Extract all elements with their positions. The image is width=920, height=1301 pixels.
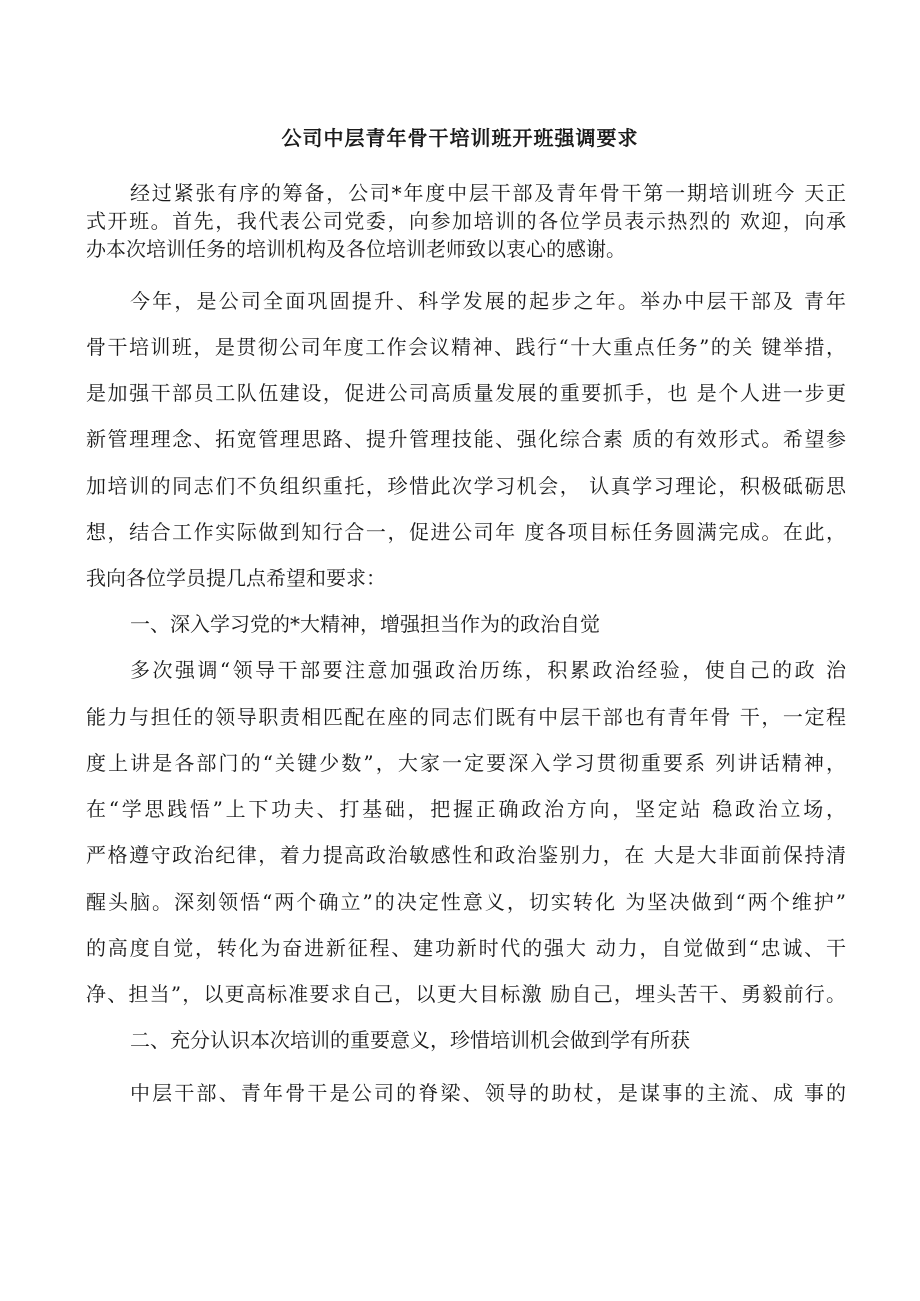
paragraph-line: 中层干部、青年骨干是公司的脊梁、领导的助杖，是谋事的主流、成 事的 <box>130 1081 846 1105</box>
paragraph-line: 醒头脑。深刻领悟“两个确立”的决定性意义，切实转化 为坚决做到“两个维护” <box>86 890 846 914</box>
paragraph-line: 的高度自觉，转化为奋进新征程、建功新时代的强大 动力，自觉做到“忠诚、干 <box>86 936 846 960</box>
paragraph-line: 我向各位学员提几点希望和要求： <box>86 566 386 590</box>
paragraph-line: 净、担当”，以更高标准要求自己，以更大目标激 励自己，埋头苦干、勇毅前行。 <box>86 982 846 1006</box>
paragraph-line: 严格遵守政治纪律，着力提高政治敏感性和政治鉴别力，在 大是大非面前保持清 <box>86 843 846 867</box>
document-title: 公司中层青年骨干培训班开班强调要求 <box>281 126 639 150</box>
paragraph-line: 加培训的同志们不负组织重托，珍惜此次学习机会， 认真学习理论，积极砥砺思 <box>86 474 846 498</box>
paragraph-line: 式开班。首先，我代表公司党委，向参加培训的各位学员表示热烈的 欢迎，向承 <box>86 209 846 233</box>
paragraph-line: 是加强干部员工队伍建设，促进公司高质量发展的重要抓手，也 是个人进一步更 <box>86 381 846 405</box>
paragraph-line: 今年，是公司全面巩固提升、科学发展的起步之年。举办中层干部及 青年 <box>130 289 846 313</box>
paragraph-line: 多次强调“领导干部要注意加强政治历练，积累政治经验，使自己的政 治 <box>130 658 846 682</box>
paragraph-line: 骨干培训班，是贯彻公司年度工作会议精神、践行“十大重点任务”的关 键举措， <box>86 335 846 359</box>
paragraph-line: 新管理理念、拓宽管理思路、提升管理技能、强化综合素 质的有效形式。希望参 <box>86 427 846 451</box>
paragraph-line: 能力与担任的领导职责相匹配在座的同志们既有中层干部也有青年骨 干，一定程 <box>86 705 846 729</box>
paragraph-line: 办本次培训任务的培训机构及各位培训老师致以衷心的感谢。 <box>86 237 626 261</box>
paragraph-line: 经过紧张有序的筹备，公司*年度中层干部及青年骨干第一期培训班今 天正 <box>130 181 846 205</box>
paragraph-line: 度上讲是各部门的“关键少数”，大家一定要深入学习贯彻重要系 列讲话精神， <box>86 751 846 775</box>
paragraph-line: 在“学思践悟”上下功夫、打基础，把握正确政治方向，坚定站 稳政治立场， <box>86 797 846 821</box>
section-heading: 二、充分认识本次培训的重要意义，珍惜培训机会做到学有所获 <box>130 1028 690 1052</box>
paragraph-line: 想，结合工作实际做到知行合一，促进公司年 度各项目标任务圆满完成。在此， <box>86 520 846 544</box>
section-heading: 一、深入学习党的*大精神，增强担当作为的政治自觉 <box>130 612 600 636</box>
